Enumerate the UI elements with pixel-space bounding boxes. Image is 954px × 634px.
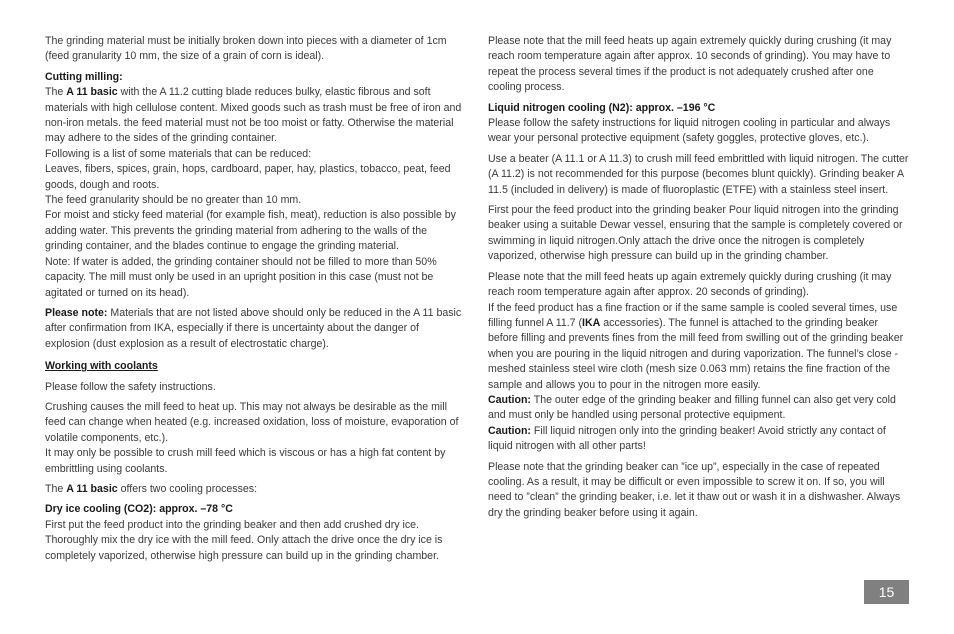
beater-paragraph: Use a beater (A 11.1 or A 11.3) to crush mill feed embrittled with liquid nitrogen. The cutter (A 11.2) is not recommended for this purpose (becomes blunt quickly). Grinding beaker A 11.5 (included in delivery) is made of fluoroplastic (ETFE) with a stainless steel insert. [488, 152, 909, 196]
safety-instructions: Please follow the safety instructions. [45, 380, 216, 393]
coolants-heading: Working with coolants [45, 360, 158, 373]
liquid-nitrogen-safety: Please follow the safety instructions for liquid nitrogen cooling in particular and always wear your personal protective equipment (safety goggles, protective gloves, etc.). [488, 117, 891, 145]
please-note-paragraph: Please note: Materials that are not listed above should only be reduced in the A 11 basic after confirmation from IKA, especially if there is uncertainty about the danger of explosion (dust explosion as a result of electrostatic charge). [45, 306, 462, 350]
ice-up-paragraph: Please note that the grinding beaker can ”ice up”, especially in the case of repeated cooling. As a result, it may be difficult or even impossible to screw it on. If so, you will need to ”clean” the grinding beaker, i.e. let it thaw out or wash it in a dishwasher. Always dry the grinding beaker before using it again. [488, 460, 901, 519]
brand-name: IKA [582, 316, 601, 329]
crushing-heat-text: Crushing causes the mill feed to heat up. This may not always be desirable as the mill feed can change when heated (e.g. increased oxidation, loss of moisture, evaporation of volatile components, etc.). [45, 400, 459, 444]
please-note-label: Please note: [45, 306, 108, 319]
first-pour-paragraph: First pour the feed product into the grinding beaker Pour liquid nitrogen into the grinding beaker using a suitable Dewar vessel, ensuring that the sample is completely covered or swimming in liquid nitrogen.Only attach the drive once the nitrogen is completely vaporized, otherwise high pressure can build up in the grinding chamber. [488, 204, 903, 263]
cutting-milling-heading: Cutting milling: [45, 70, 123, 83]
reheat-note: Please note that the mill feed heats up again extremely quickly during crushing (it may reach room temperature again after approx. 10 seconds of grinding). You may have to repeat the process several times if the product is not adequately crushed after one cooling process. [488, 35, 892, 94]
product-name: A 11 basic [66, 86, 118, 99]
liquid-nitrogen-heading: Liquid nitrogen cooling (N2): approx. –196 °C [488, 101, 716, 114]
dry-ice-text: First put the feed product into the grinding beaker and then add crushed dry ice. Thoroughly mix the dry ice with the mill feed. Only attach the drive once the dry ice is completely vaporized, otherwise high pressure can build up in the grinding chamber. [45, 518, 443, 562]
caution-label: Caution: [488, 393, 531, 406]
caution-label: Caution: [488, 424, 531, 437]
fine-fraction-section [488, 270, 910, 455]
left-column [45, 34, 465, 569]
water-note: Note: If water is added, the grinding container should not be filled to more than 50% capacity. The mill must only be used in an upright position in this case (must not be agitated or turned on its head). [45, 255, 437, 299]
funnel-paragraph: If the feed product has a fine fraction or if the same sample is cooled several times, use filling funnel A 11.7 (IKA accessories). The funnel is attached to the grinding beaker before filling and prevents fines from the mill feed from swilling out of the grinding beaker when you are pouring in the liquid nitrogen and during vaporization. The funnel’s close - meshed stainless steel wire cloth (mesh size 0.063 mm) retains the fine fraction of the sample and allows you to pour in the nitrogen more easily. [488, 301, 904, 391]
right-column [488, 34, 910, 526]
cooling-processes-intro: The A 11 basic offers two cooling processes: [45, 482, 258, 495]
reheat-20s-note: Please note that the mill feed heats up again extremely quickly during crushing (it may reach room temperature again after approx. 20 seconds of grinding). [488, 270, 892, 299]
materials-intro: Following is a list of some materials that can be reduced: [45, 147, 312, 160]
dry-ice-heading: Dry ice cooling (CO2): approx. –78 °C [45, 503, 233, 516]
granularity-text: The feed granularity should be no greater than 10 mm. [45, 194, 302, 207]
caution-nitrogen-contact: Caution: Fill liquid nitrogen only into the grinding beaker! Avoid strictly any contact of liquid nitrogen with all other parts! [488, 424, 886, 453]
intro-paragraph: The grinding material must be initially broken down into pieces with a diameter of 1cm (feed granularity 10 mm, the size of a grain of corn is ideal). [45, 35, 447, 63]
caution-cold-edge: Caution: The outer edge of the grinding beaker and filling funnel can also get very cold and must only be handled using personal protective equipment. [488, 393, 896, 422]
page-number-badge: 15 [864, 580, 909, 604]
cutting-milling-section: The A 11 basic with the A 11.2 cutting blade reduces bulky, elastic fibrous and soft materials with high cellulose content. Mixed goods such as trash must be free of iron and non-iron metals. the feed material must not be too moist or fatty. Otherwise the material may adhere to the sides of the grinding container. Following is a list of some materials that can be reduced: Leaves, fibers, spices, grain, hops, cardboard, paper, hay, plastics, tobacco, peat, feed goods, dough and roots. The feed granularity should be no greater than 10 mm. For moist and sticky feed material (for example fish, meat), reduction is also possible by adding water. This prevents the grinding material from adhering to the walls of the grinding container, and the blades continue to engage the grinding material. Note: If water is added, the grinding container should not be filled to more than 50% capacity. The mill must only be used in an upright position in this case (must not be agitated or turned on its head). [45, 85, 465, 301]
viscous-text: It may only be possible to crush mill feed which is viscous or has a high fat content by embrittling using coolants. [45, 447, 446, 475]
materials-list: Leaves, fibers, spices, grain, hops, cardboard, paper, hay, plastics, tobacco, peat, feed goods, dough and roots. [45, 163, 451, 191]
moist-material-text: For moist and sticky feed material (for example fish, meat), reduction is also possible by adding water. This prevents the grinding material from adhering to the walls of the grinding container, and the blades continue to engage the grinding material. [45, 209, 456, 253]
